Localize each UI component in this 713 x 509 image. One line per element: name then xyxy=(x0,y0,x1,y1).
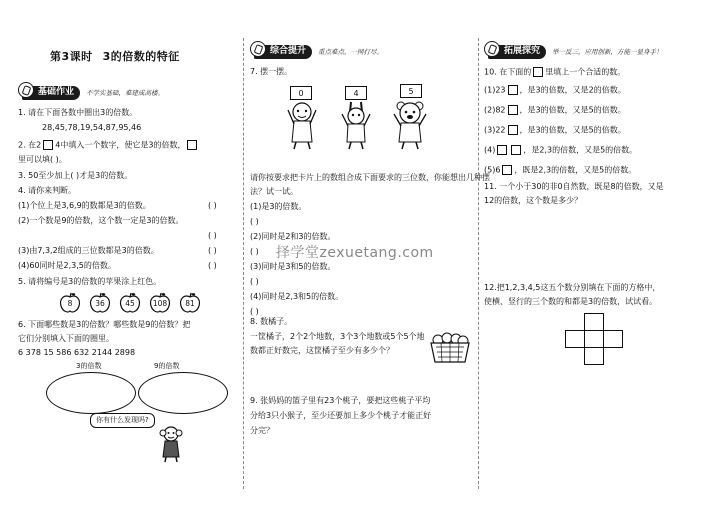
q4-answer-3[interactable]: ( ) xyxy=(208,246,217,255)
q10-item-2: (2)82 ，是3的倍数，又是5的倍数。 xyxy=(484,105,626,115)
q10-item-4: (4) ，是2,3的倍数，又是5的倍数。 xyxy=(484,145,638,155)
q10-box-1[interactable] xyxy=(508,85,518,95)
question-12: 12.把1,2,3,4,5这五个数分别填在下面的方格中， xyxy=(484,283,661,292)
q7-answer-1[interactable]: ( ) xyxy=(250,217,259,226)
apple-8[interactable]: 8 xyxy=(58,292,82,314)
column-extension xyxy=(484,30,699,499)
card-4: 4 xyxy=(345,86,367,100)
q10-box-4b[interactable] xyxy=(511,145,521,155)
q7-answer-2[interactable]: ( ) xyxy=(250,247,259,256)
q10-item-5: (5)6 ，既是2,3的倍数，又是5的倍数。 xyxy=(484,165,637,175)
q10-sample-box xyxy=(533,67,543,77)
bear-character-icon xyxy=(390,98,430,150)
question-2: 2. 在2 4中填入一个数字，使它是3的倍数， xyxy=(18,140,199,151)
monkey-character-icon xyxy=(284,100,320,150)
card-5: 5 xyxy=(400,84,422,98)
grid-cell-left[interactable] xyxy=(565,330,585,348)
question-12-cont: 使横、竖行的三个数的和都是3的倍数，试试看。 xyxy=(484,297,658,306)
q7-answer-4[interactable]: ( ) xyxy=(250,307,259,316)
question-9: 9. 张妈妈的篮子里有23个桃子，要把这些桃子平均 xyxy=(250,396,431,405)
question-11: 11. 一个小于30的非0自然数，既是8的倍数，又是 xyxy=(484,182,664,191)
pencil-icon xyxy=(250,41,266,57)
question-6-cont: 它们分别填入下面的圈里。 xyxy=(18,334,114,343)
q4-answer-2[interactable]: ( ) xyxy=(208,231,217,240)
q2-blank-box-2[interactable] xyxy=(187,140,197,150)
speech-bubble: 你有什么发现吗? xyxy=(90,413,155,428)
pencil-icon xyxy=(18,82,34,98)
question-9-cont: 分给3只小猴子，至少还要加上多少个桃子才能正好 xyxy=(250,411,432,420)
q10-item-3: (3)22 ，是3的倍数，又是5的倍数。 xyxy=(484,125,626,135)
q4-item-1: (1)个位上是3,6,9的数都是3的倍数。 xyxy=(18,201,151,210)
q10-item-1: (1)23 ，是3的倍数，又是2的倍数。 xyxy=(484,85,626,95)
question-8-text: 一筐橘子，2个2个地数，3个3个地数或5个5个地 xyxy=(250,332,425,341)
q4-answer-1[interactable]: ( ) xyxy=(208,201,217,210)
q10-box-3[interactable] xyxy=(508,125,518,135)
ellipse-label-3: 3的倍数 xyxy=(76,362,102,370)
pencil-icon xyxy=(484,41,500,57)
column-divider-right xyxy=(478,38,479,489)
column-divider-left xyxy=(243,38,244,489)
question-8: 8. 数橘子。 xyxy=(250,317,293,326)
q4-answer-4[interactable]: ( ) xyxy=(208,261,217,270)
apple-36[interactable]: 36 xyxy=(88,292,112,314)
question-9-cont-2: 分完？ xyxy=(250,426,274,435)
question-7-text-cont: 法？试一试。 xyxy=(250,187,298,196)
question-11-cont: 12的倍数，这个数是多少？ xyxy=(484,196,583,205)
ellipse-multiples-of-9[interactable] xyxy=(138,372,228,414)
q7-answer-3[interactable]: ( ) xyxy=(250,277,259,286)
apple-81[interactable]: 81 xyxy=(178,292,202,314)
rabbit-character-icon xyxy=(338,100,374,150)
apple-45[interactable]: 45 xyxy=(118,292,142,314)
grid-cell-center[interactable] xyxy=(584,330,604,348)
question-10: 10. 在下面的 里填上一个合适的数。 xyxy=(484,67,626,77)
q4-item-2: (2)一个数是9的倍数，这个数一定是3的倍数。 xyxy=(18,216,184,225)
q7-item-2: (2)同时是2和3的倍数。 xyxy=(250,232,336,241)
grid-cell-top[interactable] xyxy=(584,313,604,331)
question-4: 4. 请你来判断。 xyxy=(18,186,77,195)
q7-item-4: (4)同时是2,3和5的倍数。 xyxy=(250,292,344,301)
monkey-icon xyxy=(156,425,186,463)
grid-cell-right[interactable] xyxy=(603,330,623,348)
question-1: 1. 请在下面各数中圈出3的倍数。 xyxy=(18,108,138,117)
q2-blank-box[interactable] xyxy=(43,140,53,150)
section-banner-extension: 拓展探究 举一反三，应用创新，方能一显身手！ xyxy=(488,44,663,60)
column-comprehensive xyxy=(250,30,490,499)
grid-cell-bottom[interactable] xyxy=(584,347,604,365)
lesson-number: 第3课时 xyxy=(50,50,93,63)
apple-108[interactable]: 108 xyxy=(148,292,172,314)
section-banner-basic: 基础作业 不学实基础，难建成高楼。 xyxy=(22,85,164,101)
ellipse-multiples-of-3[interactable] xyxy=(46,372,136,414)
q10-box-2[interactable] xyxy=(508,105,518,115)
q4-item-4: (4)60同时是2,3,5的倍数。 xyxy=(18,261,116,270)
question-7: 7. 摆一摆。 xyxy=(250,67,293,76)
card-0: 0 xyxy=(290,86,312,100)
q7-item-1: (1)是3的倍数。 xyxy=(250,202,307,211)
column-basic-work xyxy=(18,30,236,499)
q1-numbers: 28,45,78,19,54,87,95,46 xyxy=(42,123,142,132)
question-3: 3. 50至少加上( )才是3的倍数。 xyxy=(18,171,133,180)
question-8-text-cont: 数都正好数完，这筐橘子至少有多少个？ xyxy=(250,346,394,355)
q10-box-4a[interactable] xyxy=(497,145,507,155)
q7-item-3: (3)同时是3和5的倍数。 xyxy=(250,262,336,271)
watermark: 择学堂zexuetang.com xyxy=(276,245,434,261)
q4-item-3: (3)由7,3,2组成的三位数都是3的倍数。 xyxy=(18,246,159,255)
question-2-cont: 里可以填( )。 xyxy=(18,155,67,164)
section-banner-comprehensive: 综合提升 重点难点，一网打尽。 xyxy=(254,44,383,60)
ellipse-label-9: 9的倍数 xyxy=(154,362,180,370)
orange-basket-icon xyxy=(428,330,472,364)
q6-numbers: 6 378 15 586 632 2144 2898 xyxy=(18,348,136,357)
question-5: 5. 请将编号是3的倍数的苹果涂上红色。 xyxy=(18,277,162,286)
lesson-topic: 3的倍数的特征 xyxy=(102,50,180,63)
question-7-text: 请你按要求把卡片上的数组合成下面要求的三位数，你能想出几种摆 xyxy=(250,173,490,182)
question-6: 6. 下面哪些数是3的倍数？哪些数是9的倍数？把 xyxy=(18,320,191,329)
q10-box-5[interactable] xyxy=(502,165,512,175)
